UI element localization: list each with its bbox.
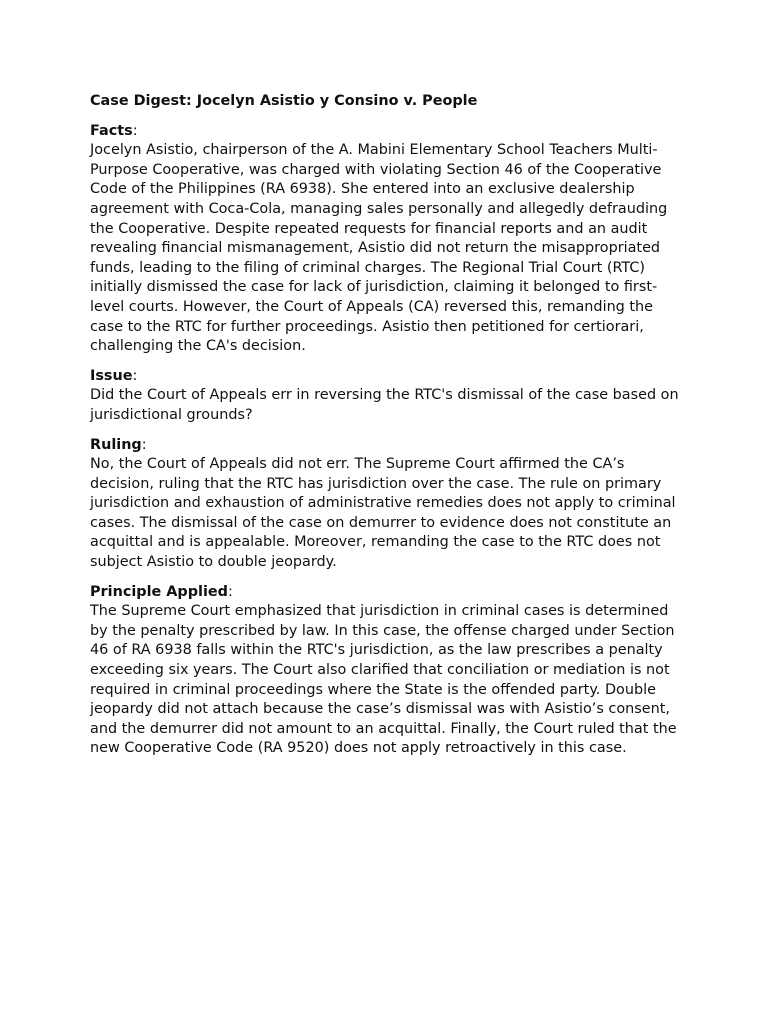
- section-body: Jocelyn Asistio, chairperson of the A. Mabini Elementary School Teachers Multi-Purpose Cooperative, was charged with violating Section 46 of the Cooperative Code of the Philippines (RA 6938). She entered into an exclusive dealership agreement with Coca-Cola, managing sales personally and allegedly defrauding the Cooperative. Despite repeated requests for financial reports and an audit revealing financial mismanagement, Asistio did not return the misappropriated funds, leading to the filing of criminal charges. The Regional Trial Court (RTC) initially dismissed the case for lack of jurisdiction, claiming it belonged to first-level courts. However, the Court of Appeals (CA) reversed this, remanding the case to the RTC for further proceedings. Asistio then petitioned for certiorari, challenging the CA's decision.: [90, 142, 668, 355]
- section-issue: [90, 367, 682, 426]
- section-heading-colon: :: [141, 436, 147, 453]
- document-title: Case Digest: Jocelyn Asistio y Consino v. People: [90, 93, 478, 109]
- section-heading: [90, 436, 682, 456]
- section-heading-colon: :: [227, 583, 233, 600]
- section-heading-colon: :: [132, 122, 138, 139]
- section-heading-label: Ruling: [90, 436, 142, 453]
- section-heading-label: Principle Applied: [90, 583, 228, 600]
- document-page: [90, 92, 682, 769]
- section-body: Did the Court of Appeals err in reversing the RTC's dismissal of the case based on jurisdictional grounds?: [90, 387, 679, 423]
- section-heading: [90, 583, 682, 603]
- section-heading-label: Facts: [90, 122, 133, 139]
- section-heading-label: Issue: [90, 367, 133, 384]
- section-heading: [90, 367, 682, 387]
- section-heading: [90, 122, 682, 142]
- section-principle-applied: [90, 583, 682, 759]
- section-body: The Supreme Court emphasized that jurisdiction in criminal cases is determined by the penalty prescribed by law. In this case, the offense charged under Section 46 of RA 6938 falls within the RTC's jurisdiction, as the law prescribes a penalty exceeding six years. The Court also clarified that conciliation or mediation is not required in criminal proceedings where the State is the offended party. Double jeopardy did not attach because the case’s dismissal was with Asistio’s consent, and the demurrer did not amount to an acquittal. Finally, the Court ruled that the new Cooperative Code (RA 9520) does not apply retroactively in this case.: [90, 603, 677, 757]
- section-facts: [90, 122, 682, 357]
- section-heading-colon: :: [132, 367, 138, 384]
- section-body: No, the Court of Appeals did not err. The Supreme Court affirmed the CA’s decision, ruling that the RTC has jurisdiction over the case. The rule on primary jurisdiction and exhaustion of administrative remedies does not apply to criminal cases. The dismissal of the case on demurrer to evidence does not constitute an acquittal and is appealable. Moreover, remanding the case to the RTC does not subject Asistio to double jeopardy.: [90, 456, 676, 571]
- section-ruling: [90, 436, 682, 573]
